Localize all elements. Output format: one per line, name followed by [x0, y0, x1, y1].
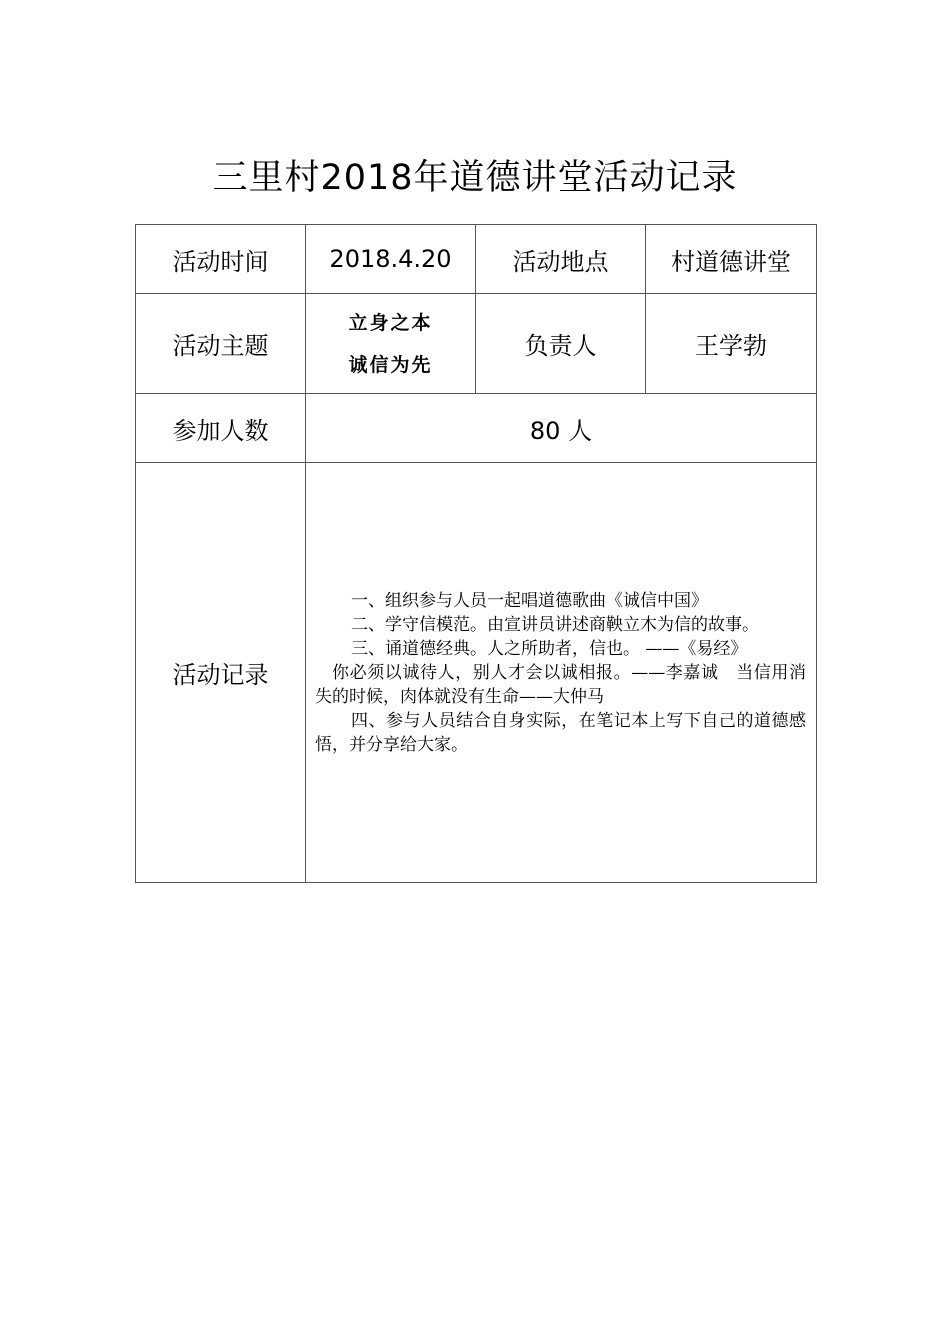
- theme-line-1: 立身之本: [348, 311, 433, 334]
- record-paragraph: 三、诵道德经典。人之所助者，信也。 ——《易经》: [351, 638, 748, 659]
- record-label: 活动记录: [136, 463, 306, 883]
- count-label: 参加人数: [136, 394, 306, 463]
- table-row-theme-owner: [136, 294, 817, 394]
- page-title: 三里村2018年道德讲堂活动记录: [212, 158, 738, 198]
- time-label: 活动时间: [136, 225, 306, 294]
- table-row-record: [136, 463, 817, 883]
- theme-line-2: 诚信为先: [348, 353, 433, 376]
- record-paragraph: 二、学守信模范。由宣讲员讲述商鞅立木为信的故事。: [351, 614, 759, 635]
- owner-label: 负责人: [476, 294, 646, 394]
- place-value: 村道德讲堂: [646, 225, 817, 294]
- owner-value: 王学勃: [646, 294, 817, 394]
- record-notes: [306, 463, 817, 883]
- time-value: 2018.4.20: [306, 225, 476, 294]
- table-row-time-place: [136, 225, 817, 294]
- place-label: 活动地点: [476, 225, 646, 294]
- record-paragraph: 四、参与人员结合自身实际，在笔记本上写下自己的道德感悟，并分享给大家。: [315, 710, 806, 755]
- theme-value: [306, 294, 476, 394]
- activity-record-table: [135, 224, 817, 883]
- theme-label: 活动主题: [136, 294, 306, 394]
- table-row-count: [136, 394, 817, 463]
- record-paragraph: 你必须以诚待人，别人才会以诚相报。——李嘉诚 当信用消失的时候，肉体就没有生命——大仲马: [315, 662, 806, 707]
- record-paragraph: 一、组织参与人员一起唱道德歌曲《诚信中国》: [351, 590, 708, 611]
- count-value: 80 人: [306, 394, 817, 463]
